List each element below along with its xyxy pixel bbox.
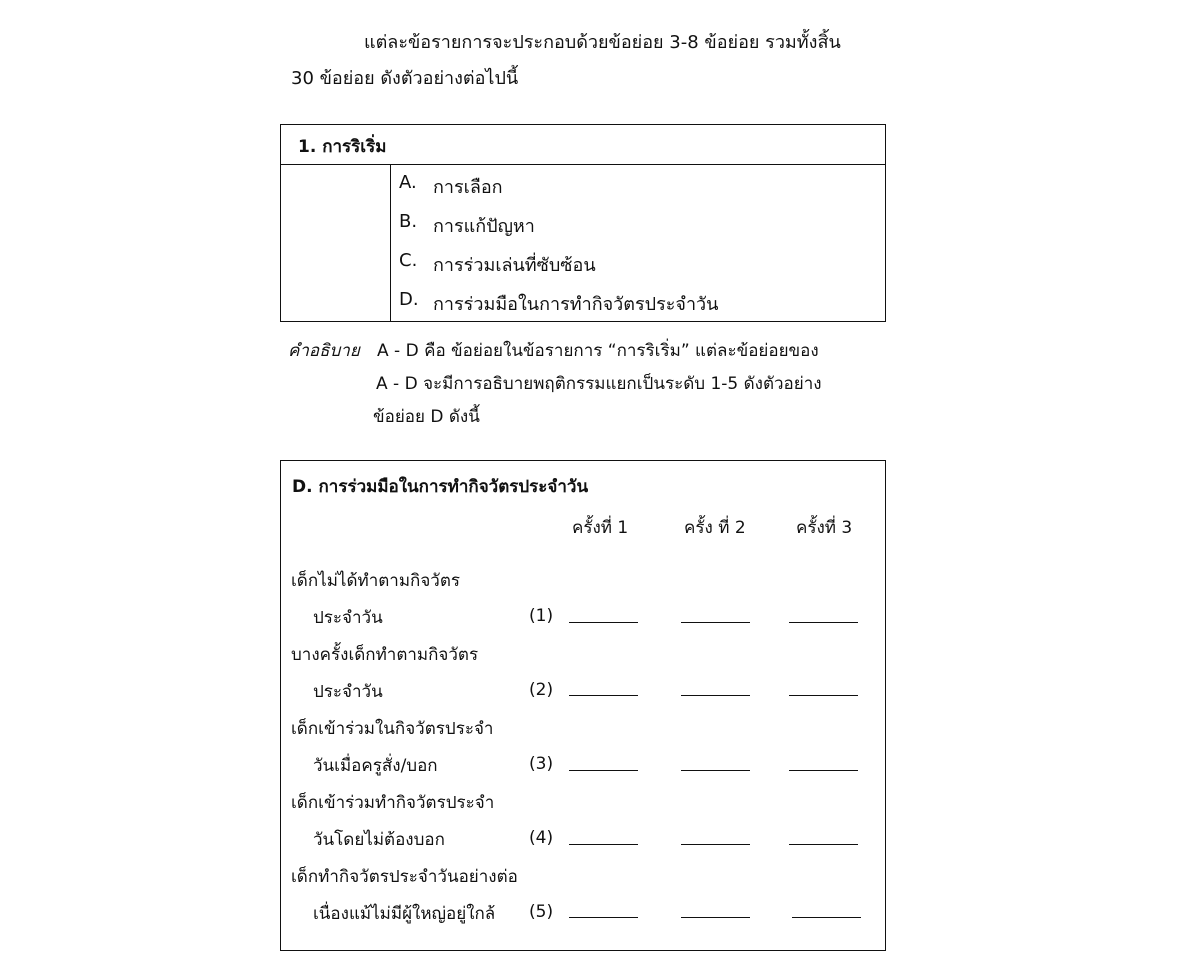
explanation-line-1: A - D คือ ข้อย่อยในข้อรายการ “การริเริ่ม” แต่ละข้อย่อยของ	[377, 341, 819, 361]
explanation-line-2: A - D จะมีการอธิบายพฤติกรรมแยกเป็นระดับ 1-5 ดังตัวอย่าง	[376, 374, 822, 394]
row-2-blank-2[interactable]	[681, 695, 750, 696]
row-5-desc-line-2: เนื่องแม้ไม่มีผู้ใหญ่อยู่ใกล้	[313, 904, 496, 924]
row-1-blank-1[interactable]	[569, 622, 638, 623]
row-5-blank-3[interactable]	[792, 917, 861, 918]
row-1-blank-2[interactable]	[681, 622, 750, 623]
row-5-number: (5)	[529, 902, 554, 922]
row-1-blank-3[interactable]	[789, 622, 858, 623]
explanation-label: คำอธิบาย	[288, 341, 360, 361]
item-c-letter: C.	[399, 250, 418, 271]
row-3-desc-line-2: วันเมื่อครูสั่ง/บอก	[313, 756, 438, 776]
row-4-blank-3[interactable]	[789, 844, 858, 845]
item-b-letter: B.	[399, 211, 418, 232]
explanation-line-3: ข้อย่อย D ดังนี้	[373, 407, 480, 427]
intro-line-1: แต่ละข้อรายการจะประกอบด้วยข้อย่อย 3-8 ข้อย่อย รวมทั้งสิ้น	[364, 32, 841, 53]
column-header-3: ครั้งที่ 3	[796, 518, 853, 538]
row-4-number: (4)	[529, 828, 554, 848]
row-3-blank-2[interactable]	[681, 770, 750, 771]
row-3-blank-1[interactable]	[569, 770, 638, 771]
initiative-table-header	[281, 125, 885, 165]
row-4-desc-line-1: เด็กเข้าร่วมทำกิจวัตรประจำ	[291, 793, 495, 813]
row-2-desc-line-2: ประจำวัน	[313, 682, 383, 702]
item-a-text: การเลือก	[433, 177, 503, 198]
intro-line-2: 30 ข้อย่อย ดังตัวอย่างต่อไปนี้	[291, 68, 519, 89]
row-1-desc-line-1: เด็กไม่ได้ทำตามกิจวัตร	[291, 571, 461, 591]
initiative-table-divider	[390, 164, 391, 321]
initiative-heading: 1. การริเริ่ม	[298, 137, 387, 157]
row-3-blank-3[interactable]	[789, 770, 858, 771]
row-5-blank-2[interactable]	[681, 917, 750, 918]
row-3-desc-line-1: เด็กเข้าร่วมในกิจวัตรประจำ	[291, 719, 494, 739]
row-1-desc-line-2: ประจำวัน	[313, 608, 383, 628]
row-2-number: (2)	[529, 680, 554, 700]
item-b-text: การแก้ปัญหา	[433, 216, 535, 237]
column-header-2: ครั้ง ที่ 2	[684, 518, 746, 538]
row-2-blank-3[interactable]	[789, 695, 858, 696]
item-d-text: การร่วมมือในการทำกิจวัตรประจำวัน	[433, 294, 719, 315]
row-4-desc-line-2: วันโดยไม่ต้องบอก	[313, 830, 445, 850]
item-a-letter: A.	[399, 172, 417, 193]
column-header-1: ครั้งที่ 1	[572, 518, 629, 538]
row-3-number: (3)	[529, 754, 554, 774]
item-c-text: การร่วมเล่นที่ซับซ้อน	[433, 255, 596, 276]
row-2-desc-line-1: บางครั้งเด็กทำตามกิจวัตร	[291, 645, 479, 665]
row-2-blank-1[interactable]	[569, 695, 638, 696]
row-4-blank-1[interactable]	[569, 844, 638, 845]
row-4-blank-2[interactable]	[681, 844, 750, 845]
item-d-letter: D.	[399, 289, 419, 310]
row-1-number: (1)	[529, 606, 554, 626]
row-5-desc-line-1: เด็กทำกิจวัตรประจำวันอย่างต่อ	[291, 867, 518, 887]
row-5-blank-1[interactable]	[569, 917, 638, 918]
cooperation-heading: D. การร่วมมือในการทำกิจวัตรประจำวัน	[292, 477, 589, 497]
